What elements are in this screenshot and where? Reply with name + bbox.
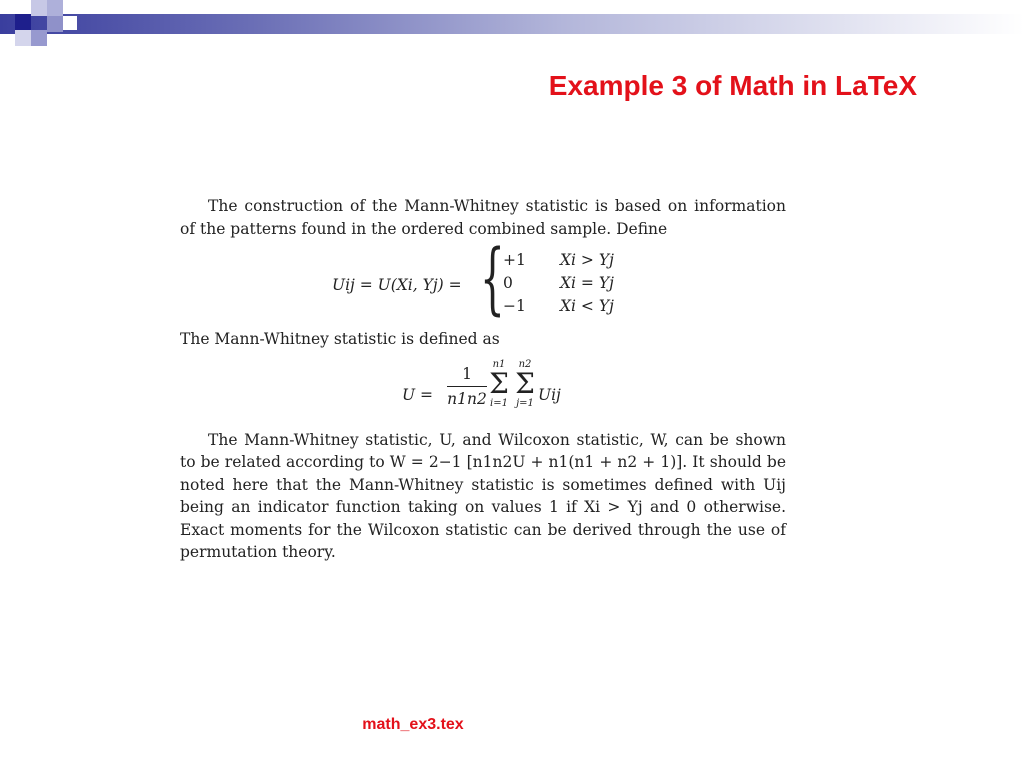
summand: Uij (538, 385, 561, 404)
slide-title: Example 3 of Math in LaTeX (548, 70, 917, 101)
header-square (47, 0, 63, 16)
equation-lhs: Uij = U(Xi, Yj) = (332, 276, 462, 294)
case-value: 0 (503, 274, 513, 292)
header-square (31, 30, 47, 46)
header-square (31, 0, 47, 16)
brace-symbol: { (480, 234, 505, 324)
sum-lower-limit: i=1 (490, 397, 508, 409)
case-condition: Xi < Yj (560, 297, 614, 315)
header-gradient-bar (0, 14, 1024, 34)
sum-upper-limit: n1 (492, 358, 506, 370)
header-square (15, 14, 31, 30)
header-square (15, 30, 31, 46)
summation-j (512, 359, 538, 409)
case-value: +1 (503, 251, 526, 269)
summation-i (486, 359, 512, 409)
slide-footer: math_ex3.tex (362, 716, 464, 733)
equation-definition (180, 234, 786, 328)
paragraph-intro: The construction of the Mann-Whitney statistic is based on information of the patterns found in the ordered combined sample. Define (180, 197, 786, 238)
sigma-symbol: Σ (515, 366, 535, 400)
paragraph-relation: The Mann-Whitney statistic, U, and Wilcoxon statistic, W, can be shown to be related according to W = 2−1 [n1n2U + n1(n1 + n2 + 1)]. It should be noted here that the Mann-Whitney statistic is sometimes defined with Uij being an indicator function taking on values 1 if Xi > Yj and 0 otherwise. Exact moments for the Wilcoxon statistic can be derived through the use of permutation theory. (180, 430, 786, 561)
sigma-symbol: Σ (489, 366, 509, 400)
header-square (47, 16, 63, 32)
paragraph-definition: The Mann-Whitney statistic is defined as (180, 330, 500, 348)
fraction (447, 363, 487, 411)
case-condition: Xi = Yj (560, 274, 614, 292)
case-value: −1 (503, 297, 526, 315)
fraction-numerator: 1 (462, 364, 472, 383)
sum-upper-limit: n2 (518, 358, 532, 370)
case-condition: Xi > Yj (560, 251, 614, 269)
fraction-denominator: n1n2 (447, 390, 487, 408)
header-square (63, 16, 77, 30)
equation-lhs: U = (402, 385, 433, 404)
equation-statistic (180, 359, 786, 429)
sum-lower-limit: j=1 (516, 397, 534, 409)
latex-document (180, 195, 786, 564)
fraction-bar (447, 386, 487, 387)
